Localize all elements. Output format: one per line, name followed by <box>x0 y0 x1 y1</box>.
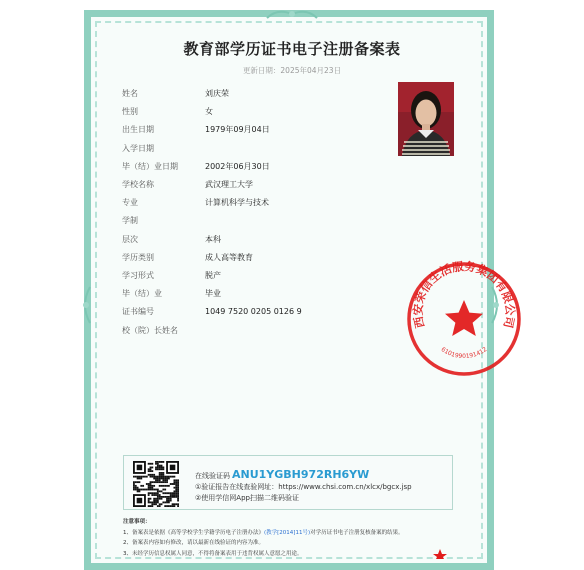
field-value: 女 <box>205 107 213 117</box>
notes-title: 注意事项： <box>123 519 151 525</box>
qr-code-icon[interactable] <box>133 461 179 507</box>
note-2: 2、备案表内容如有修改，请以最新在线验证的内容为准。 <box>123 540 265 546</box>
verification-code: ANU1YGBH972RH6YW <box>232 468 370 481</box>
field-value: 1049 7520 0205 0126 9 <box>205 307 302 317</box>
ornament-left-icon <box>80 285 92 325</box>
verification-box <box>123 455 453 510</box>
field-label: 层次 <box>122 234 138 244</box>
field-label: 专业 <box>122 198 138 208</box>
field-value: 计算机科学与技术 <box>205 198 269 208</box>
field-value: 毕业 <box>205 289 221 299</box>
field-label: 校（院）长姓名 <box>122 325 178 335</box>
seal-number: 6101990191412 <box>439 346 489 361</box>
verify-url-line: ①验证报告在线查验网址：https://www.chsi.com.cn/xlcx/bgcx.jsp <box>195 483 412 491</box>
field-label: 学习形式 <box>122 271 154 280</box>
field-label: 证书编号 <box>122 307 154 317</box>
field-label: 性别 <box>122 107 138 117</box>
student-photo <box>398 82 454 156</box>
page-title: 教育部学历证书电子注册备案表 <box>183 40 401 58</box>
field-label: 毕（结）业 <box>122 289 162 299</box>
seal-star-icon <box>445 300 483 336</box>
svg-text:6101990191412 <box>440 346 489 360</box>
field-label: 入学日期 <box>122 143 154 153</box>
field-value: 武汉理工大学 <box>205 180 253 189</box>
note-1-text: 1、备案表是依据《高等学校学生学籍学历电子注册办法》 <box>123 529 265 536</box>
regulation-link[interactable]: (教学[2014]11号) <box>264 529 311 536</box>
field-value: 本科 <box>205 234 221 244</box>
seal-text: 西安荣信生活服务集团有限公司 <box>410 260 518 330</box>
field-label: 姓名 <box>122 89 138 98</box>
verification-code-row <box>195 468 369 481</box>
field-label: 学历类别 <box>122 252 154 262</box>
field-value: 刘庆荣 <box>205 89 229 98</box>
field-label: 出生日期 <box>122 125 154 135</box>
updated-date: 更新日期：2025年04月23日 <box>242 66 342 75</box>
field-value: 1979年09月04日 <box>205 125 270 135</box>
company-seal <box>405 260 523 378</box>
notes-section <box>123 517 404 559</box>
field-label: 毕（结）业日期 <box>122 161 178 171</box>
field-label: 学校名称 <box>122 180 154 189</box>
field-value: 2002年06月30日 <box>205 161 270 171</box>
field-value: 成人高等教育 <box>205 252 253 262</box>
note-1-tail: 对学历证书电子注册复核备案的结果。 <box>310 529 404 536</box>
field-label: 学制 <box>122 216 138 226</box>
partial-seal-icon <box>430 548 450 559</box>
note-1 <box>123 528 404 539</box>
verification-code-label: 在线验证码 <box>195 472 230 480</box>
ornament-top-icon <box>262 8 322 20</box>
field-value: 脱产 <box>205 271 221 280</box>
note-3: 3、未经学历信息权属人同意，不得将备案表用于违背权属人意愿之用途。 <box>123 550 303 557</box>
verify-app-line: ②使用学信网App扫描二维码验证 <box>195 494 299 502</box>
